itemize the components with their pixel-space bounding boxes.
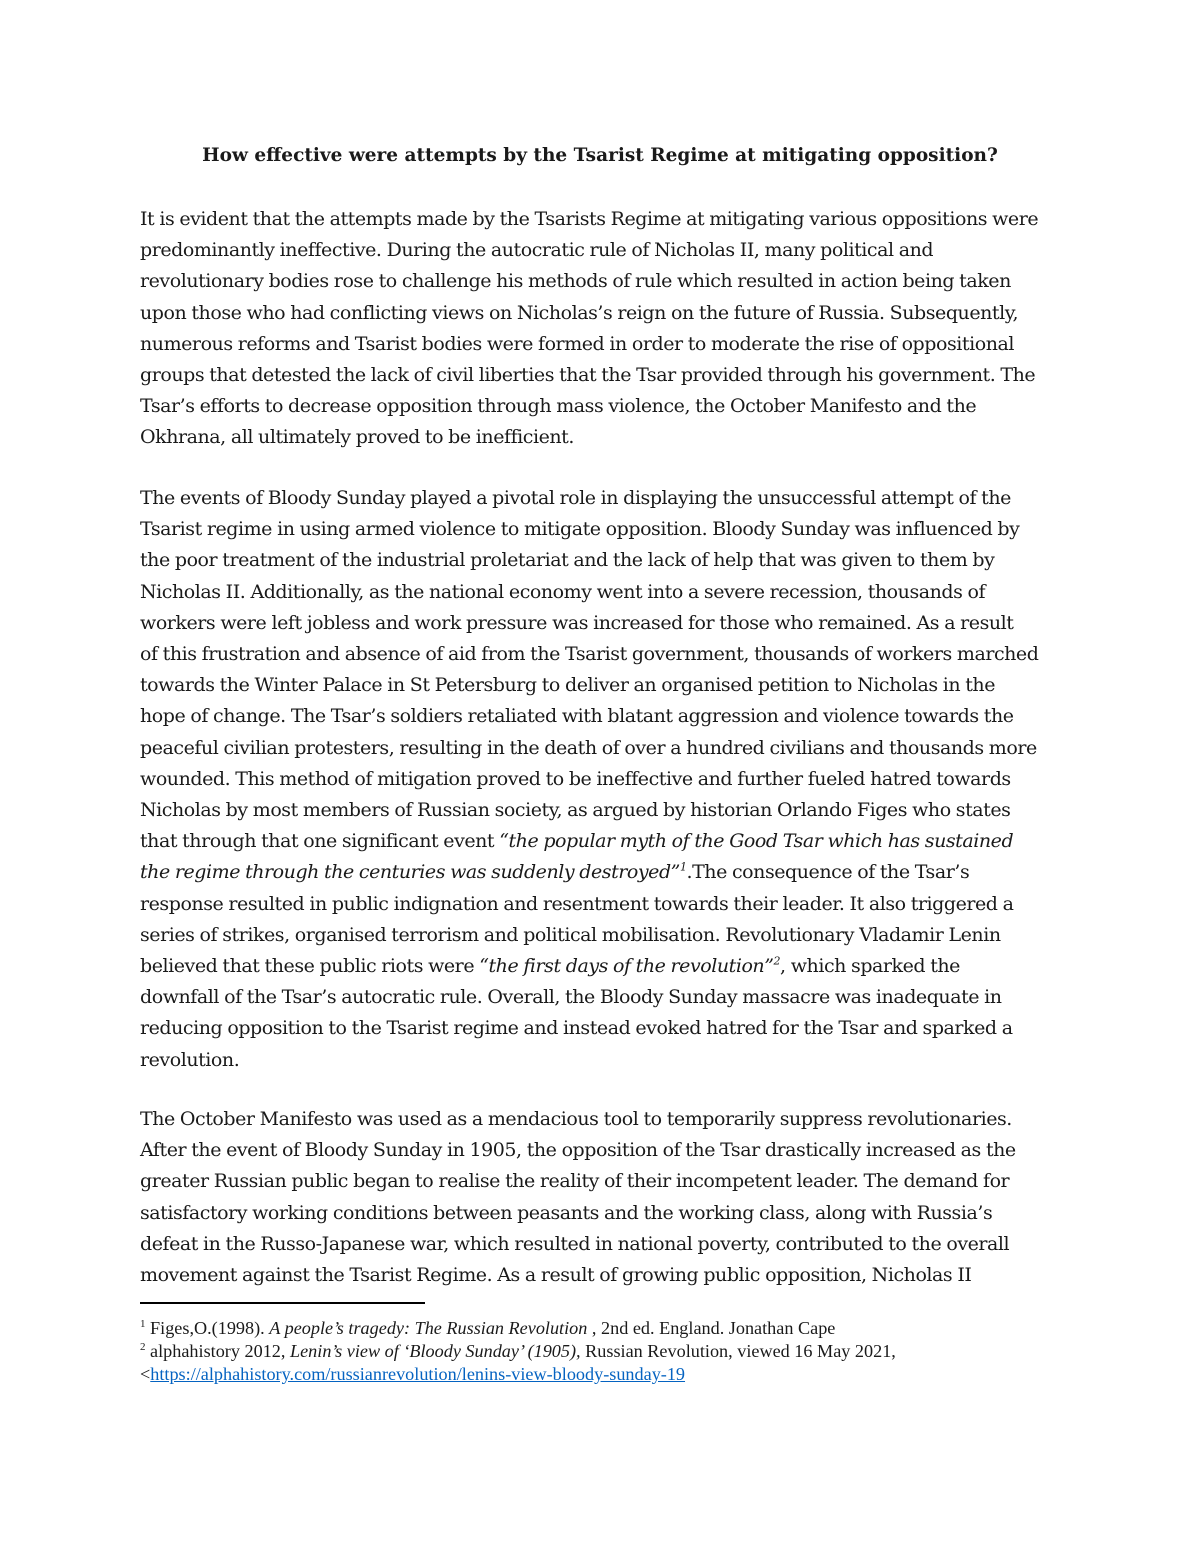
- paragraph-line: defeat in the Russo-Japanese war, which resulted in national poverty, contributed to the overall: [140, 1232, 1010, 1255]
- paragraph-line: movement against the Tsarist Regime. As a result of growing public opposition, Nicholas II: [140, 1264, 972, 1287]
- paragraph-line: upon those who had conflicting views on Nicholas’s reign on the future of Russia. Subsequently,: [140, 301, 1019, 324]
- footnote-marker: 1: [140, 1317, 146, 1330]
- quote-follow-text: .The consequence of the Tsar’s: [686, 861, 970, 884]
- paragraph-line: revolution.: [140, 1048, 240, 1071]
- paragraph-line: series of strikes, organised terrorism and political mobilisation. Revolutionary Vladamir Lenin: [140, 923, 1001, 946]
- paragraph-line: revolutionary bodies rose to challenge his methods of rule which resulted in action being taken: [140, 270, 1011, 293]
- paragraph-line: Nicholas by most members of Russian society, as argued by historian Orlando Figes who states: [140, 799, 1011, 822]
- document-title: How effective were attempts by the Tsarist Regime at mitigating opposition?: [202, 145, 998, 166]
- lenin-quote: “the first days of the revolution”: [479, 955, 774, 978]
- footnote-1: [140, 1317, 1080, 1340]
- paragraph-line: workers were left jobless and work pressure was increased for those who remained. As a result: [140, 611, 1014, 634]
- paragraph-line: greater Russian public began to realise the reality of their incompetent leader. The demand for: [140, 1170, 1010, 1193]
- footnotes: [140, 1317, 1080, 1386]
- footnote-reference-1[interactable]: 1: [679, 861, 687, 875]
- paragraph-line: [140, 826, 1065, 857]
- paragraph-line: Nicholas II. Additionally, as the national economy went into a severe recession, thousands of: [140, 580, 986, 603]
- footnote-text: Figes,O.(1998).: [145, 1318, 270, 1338]
- quote-lead-in: that through that one significant event: [140, 830, 500, 853]
- paragraph-line: numerous reforms and Tsarist bodies were formed in order to moderate the rise of oppositional: [140, 332, 1014, 355]
- paragraph-bloody-sunday: [140, 483, 1065, 1076]
- paragraph-october-manifesto: [140, 1104, 1065, 1291]
- figes-quote-part1: “the popular myth of the Good Tsar which has sustained: [499, 830, 1014, 853]
- paragraph-line: The October Manifesto was used as a mendacious tool to temporarily suppress revolutionaries.: [140, 1108, 1012, 1130]
- paragraph-line: Tsarist regime in using armed violence to mitigate opposition. Bloody Sunday was influenced by: [140, 518, 1020, 541]
- footnote-text: Russian Revolution, viewed 16 May 2021,: [580, 1341, 896, 1361]
- footnote-marker: 2: [140, 1340, 146, 1353]
- paragraph-line: reducing opposition to the Tsarist regime and instead evoked hatred for the Tsar and sparked a: [140, 1017, 1013, 1040]
- footnote-reference-2[interactable]: 2: [773, 954, 781, 968]
- paragraph-line: the poor treatment of the industrial proletariat and the lack of help that was given to them by: [140, 549, 995, 572]
- quote-lead-in: believed that these public riots were: [140, 955, 480, 978]
- footnote-source-link[interactable]: https://alphahistory.com/russianrevolution/lenins-view-bloody-sunday-19: [150, 1364, 686, 1384]
- footnote-2: [140, 1340, 1080, 1363]
- paragraph-line: of this frustration and absence of aid from the Tsarist government, thousands of workers marched: [140, 643, 1039, 666]
- footnote-separator: [140, 1302, 425, 1304]
- paragraph-line: peaceful civilian protesters, resulting in the death of over a hundred civilians and thousands more: [140, 736, 1037, 759]
- paragraph-line: downfall of the Tsar’s autocratic rule. Overall, the Bloody Sunday massacre was inadequate in: [140, 986, 1002, 1009]
- paragraph-line: response resulted in public indignation and resentment towards their leader. It also triggered a: [140, 892, 1014, 915]
- paragraph-line: hope of change. The Tsar’s soldiers retaliated with blatant aggression and violence towards the: [140, 705, 1014, 728]
- footnote-text: alphahistory 2012,: [145, 1341, 290, 1361]
- paragraph-line: Tsar’s efforts to decrease opposition through mass violence, the October Manifesto and the: [140, 395, 977, 418]
- footnote-text: <: [140, 1364, 151, 1384]
- footnote-text: , 2nd ed. England. Jonathan Cape: [587, 1318, 836, 1338]
- paragraph-line: groups that detested the lack of civil liberties that the Tsar provided through his government. The: [140, 364, 1036, 387]
- paragraph-line: Okhrana, all ultimately proved to be inefficient.: [140, 426, 574, 449]
- footnote-title: A people’s tragedy: The Russian Revolution: [269, 1318, 588, 1338]
- figes-quote-part2: the regime through the centuries was suddenly destroyed”: [140, 861, 680, 884]
- paragraph-line: predominantly ineffective. During the autocratic rule of Nicholas II, many political and: [140, 239, 934, 262]
- footnote-title: Lenin’s view of ‘Bloody Sunday’ (1905),: [289, 1341, 581, 1361]
- paragraph-line: After the event of Bloody Sunday in 1905, the opposition of the Tsar drastically increased as the: [140, 1139, 1016, 1162]
- paragraph-line: satisfactory working conditions between peasants and the working class, along with Russia’s: [140, 1201, 993, 1224]
- footnote-2-link-line: [140, 1363, 1080, 1386]
- paragraph-intro: [140, 204, 1065, 454]
- paragraph-line: [140, 951, 1065, 982]
- quote-follow-text: , which sparked the: [780, 955, 960, 978]
- paragraph-line: towards the Winter Palace in St Petersburg to deliver an organised petition to Nicholas in the: [140, 674, 996, 697]
- paragraph-line: It is evident that the attempts made by the Tsarists Regime at mitigating various oppositions were: [140, 208, 1039, 230]
- paragraph-line: wounded. This method of mitigation proved to be ineffective and further fueled hatred towards: [140, 767, 1011, 790]
- paragraph-line: The events of Bloody Sunday played a pivotal role in displaying the unsuccessful attempt of the: [140, 487, 1011, 509]
- paragraph-line: [140, 857, 1065, 888]
